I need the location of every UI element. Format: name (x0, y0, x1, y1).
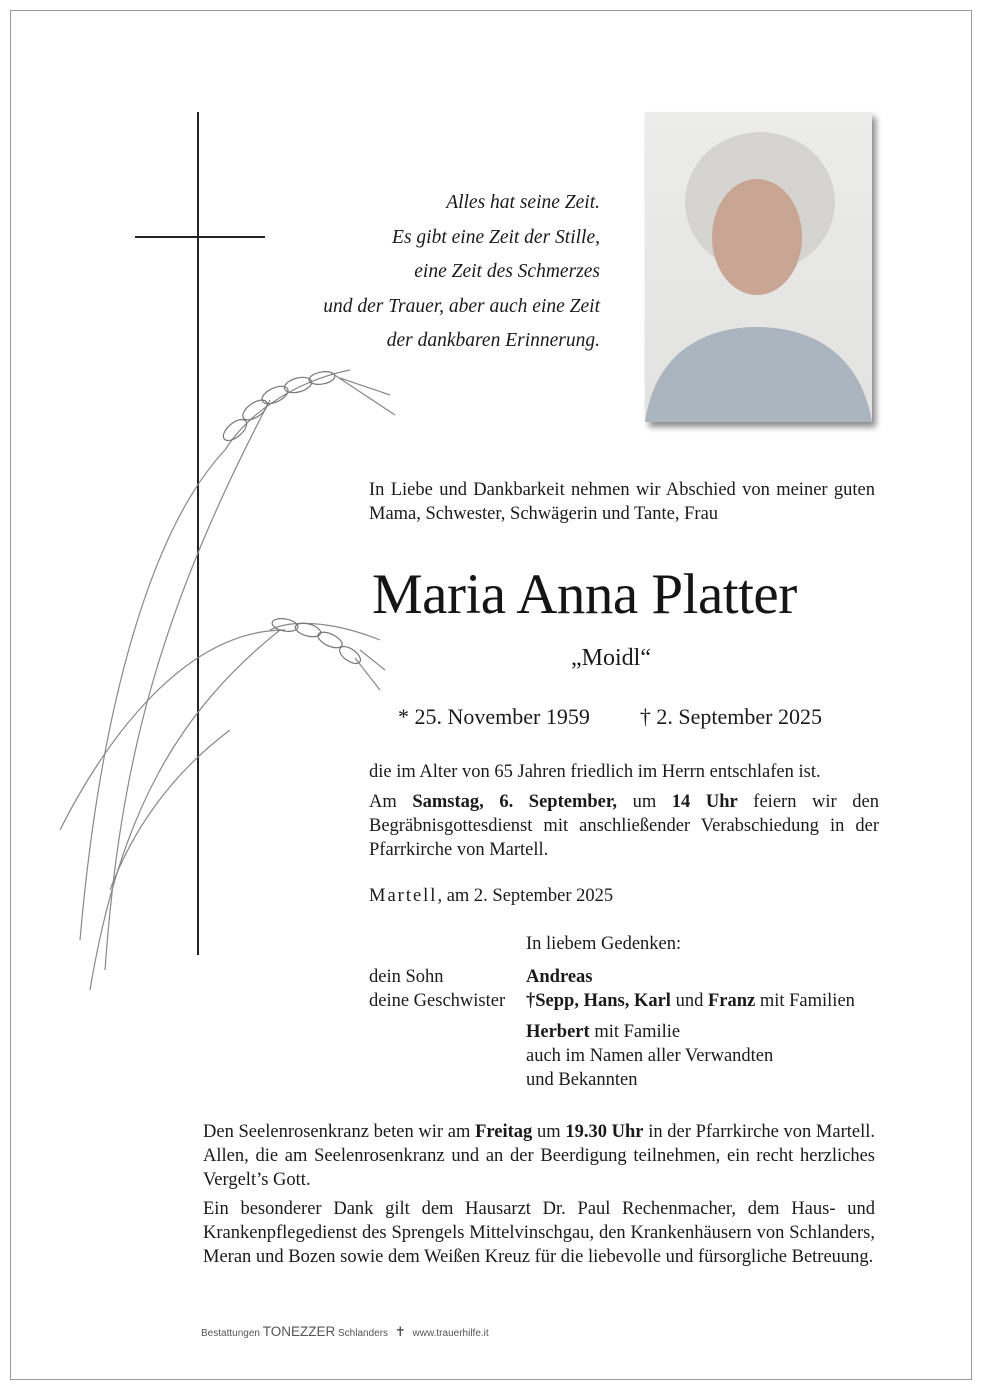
thanks-text: Ein besonderer Dank gilt dem Hausarzt Dr. Paul Rechenmacher, dem Haus- und Krankenpflegedienst des Sprengels Mittelvinschgau, den Krankenhäusern von Schlanders, Meran und Bozen sowie dem Weißen Kreuz für die liebevolle und fürsorgliche Betreuung. (203, 1199, 875, 1267)
place-date: Martell, am 2. September 2025 (369, 886, 614, 906)
relations: dein Sohn deine Geschwister (369, 967, 506, 1011)
verse-line: und der Trauer, aber auch eine Zeit (323, 295, 600, 317)
website-link[interactable]: www.trauerhilfe.it (412, 1328, 489, 1339)
portrait-photo (645, 112, 872, 422)
trauerhilfe-logo-icon: ✝ (394, 1324, 406, 1339)
life-dates (398, 704, 872, 730)
footer: Bestattungen TONEZZER Schlanders ✝ www.trauerhilfe.it (201, 1324, 489, 1339)
verse-line: Es gibt eine Zeit der Stille, (392, 226, 600, 248)
cross-icon (135, 112, 265, 955)
intro-text: In Liebe und Dankbarkeit nehmen wir Abschied von meiner guten Mama, Schwester, Schwägerin und Tante, Frau (369, 480, 875, 524)
deceased-name: Maria Anna Platter (372, 563, 797, 626)
verse (323, 186, 600, 359)
verse-line: Alles hat seine Zeit. (446, 192, 600, 213)
memorial-heading: In liebem Gedenken: (526, 934, 682, 954)
brand-name: TONEZZER (262, 1324, 336, 1339)
rosary-info: Den Seelenrosenkranz beten wir am Freitag um 19.30 Uhr in der Pfarrkirche von Martell. Allen, die am Seelenrosenkranz und an der Beerdigung teilnehmen, ein recht herzliches Vergelt’s Gott. (203, 1122, 875, 1190)
birth-date: * 25. November 1959 (398, 704, 590, 729)
death-date: † 2. September 2025 (639, 704, 822, 729)
nickname: „Moidl“ (571, 645, 651, 671)
wheat-icon (60, 370, 395, 990)
age-line: die im Alter von 65 Jahren friedlich im Herrn entschlafen ist. (369, 762, 821, 782)
verse-line: eine Zeit des Schmerzes (414, 261, 600, 282)
mourners-extra: Herbert mit Familie auch im Namen aller Verwandten und Bekannten (526, 1022, 774, 1090)
verse-line: der dankbaren Erinnerung. (386, 330, 600, 351)
funeral-info: Am Samstag, 6. September, um 14 Uhr feiern wir den Begräbnisgottesdienst mit anschließender Verabschiedung in der Pfarrkirche von Martell. (369, 792, 879, 860)
mourners: Andreas †Sepp, Hans, Karl und Franz mit Familien (526, 967, 855, 1011)
